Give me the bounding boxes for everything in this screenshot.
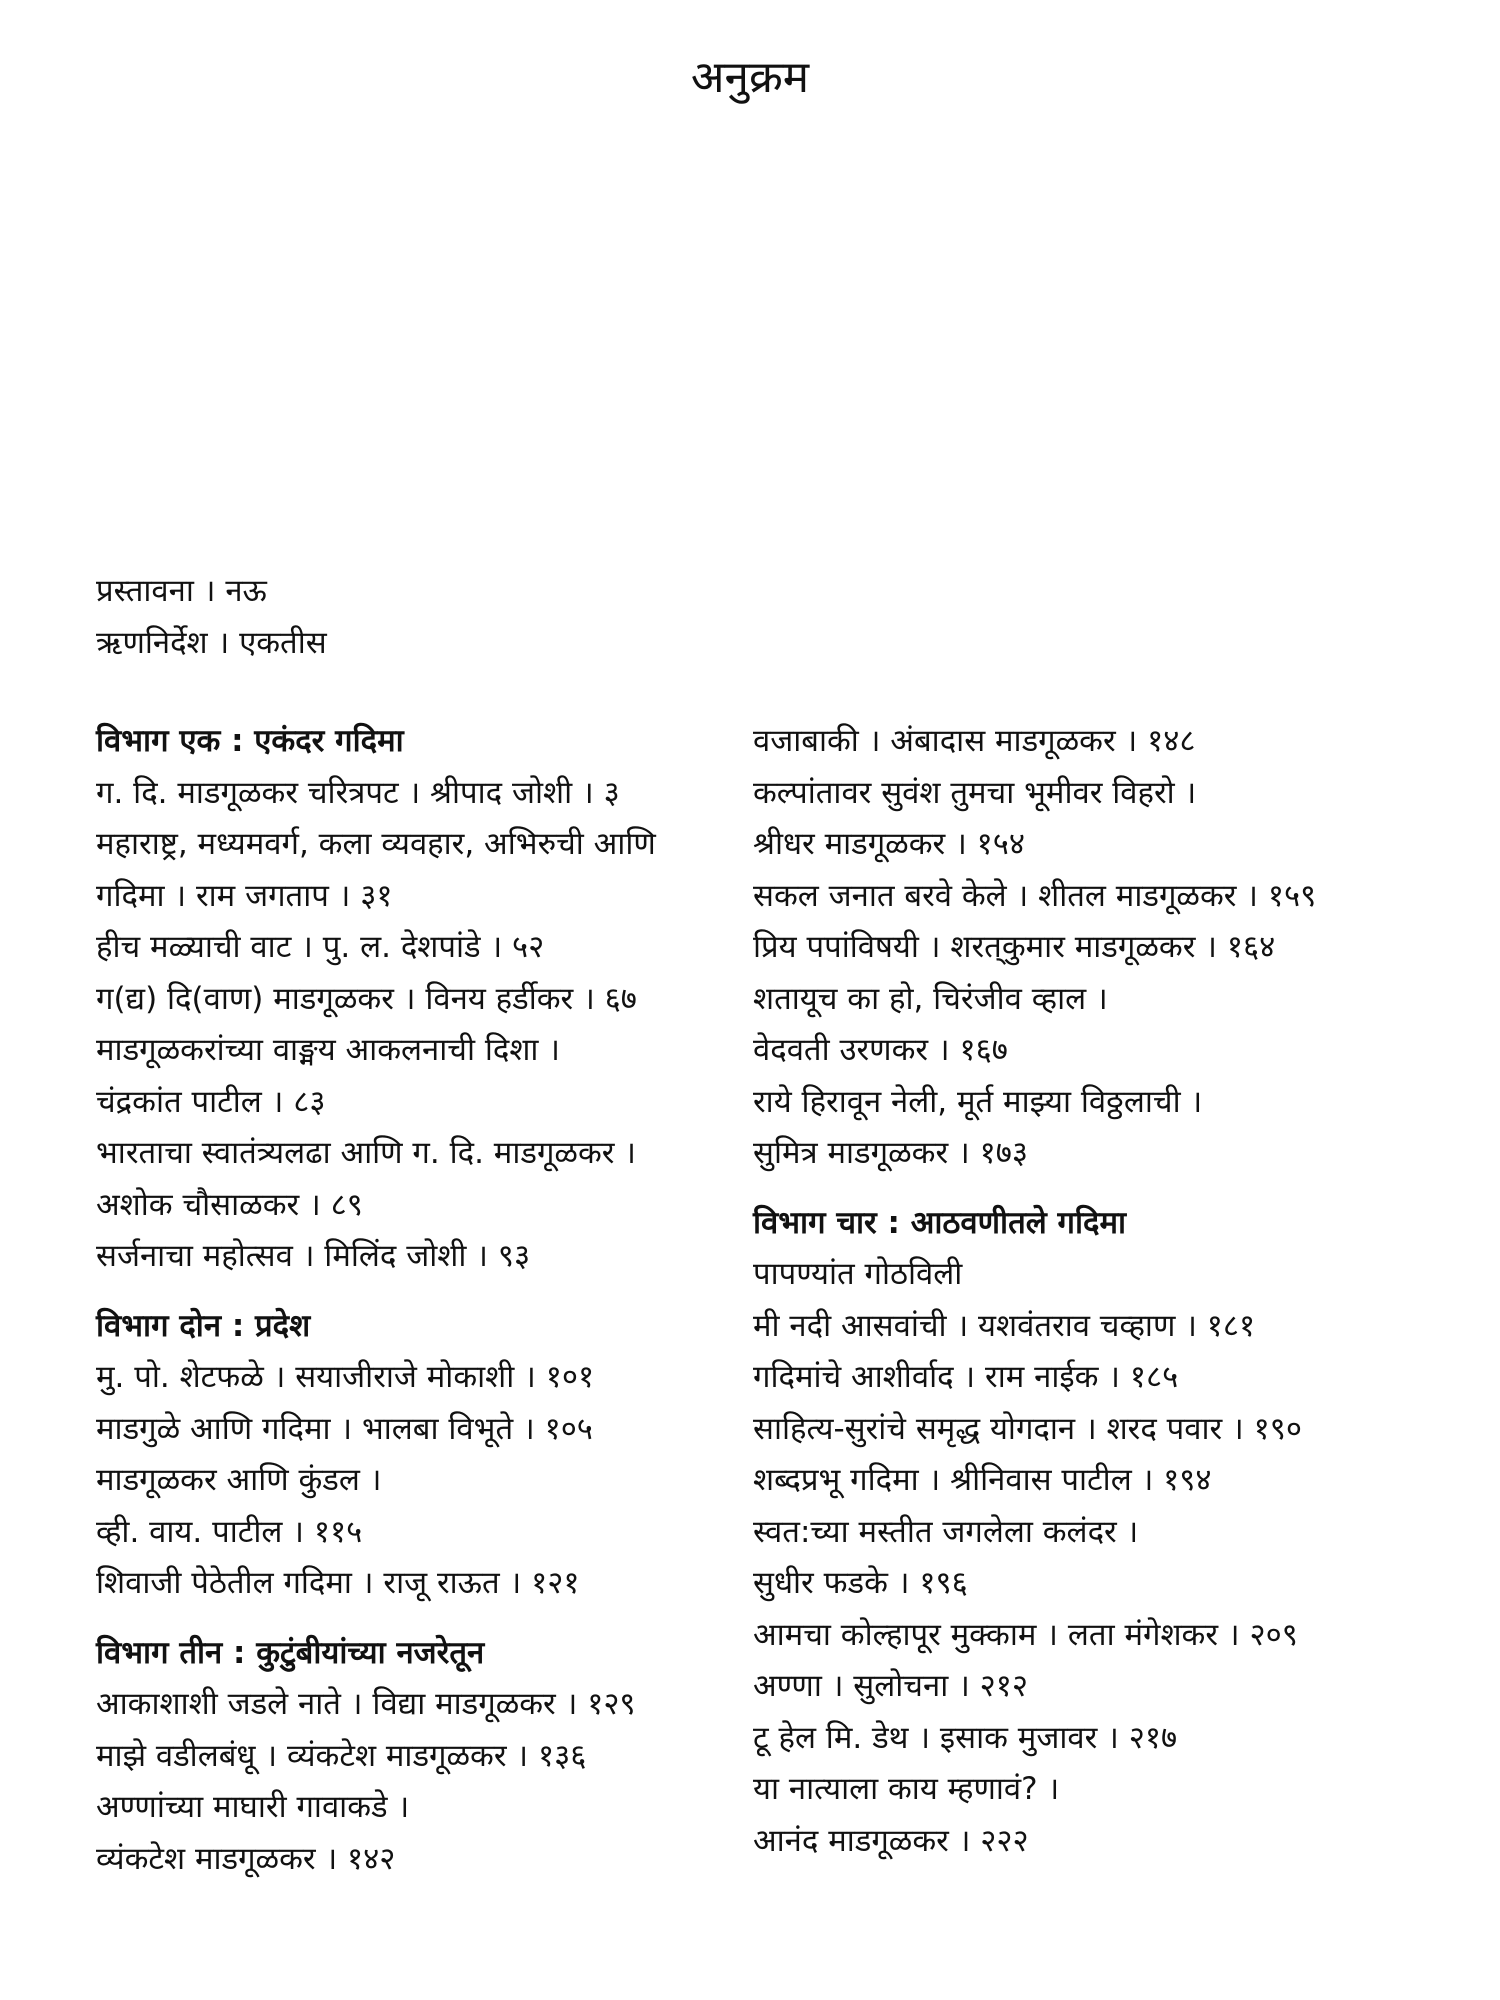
toc-section xyxy=(96,1628,736,1886)
toc-column-right xyxy=(753,716,1393,1885)
toc-entry: माडगुळे आणि गदिमा । भालबा विभूते । १०५ xyxy=(96,1410,593,1447)
toc-entry: अण्णा । सुलोचना । २१२ xyxy=(753,1668,1029,1704)
toc-entry: अशोक चौसाळकर । ८९ xyxy=(96,1186,363,1223)
preface-list xyxy=(96,566,796,669)
toc-entry: सुधीर फडके । १९६ xyxy=(753,1565,968,1601)
toc-entry: साहित्य-सुरांचे समृद्ध योगदान । शरद पवार । १९० xyxy=(753,1410,1303,1447)
section-heading: विभाग तीन : कुटुंबीयांच्या नजरेतून xyxy=(96,1634,485,1671)
toc-section xyxy=(753,716,1393,1180)
toc-entry: स्वत:च्या मस्तीत जगलेला कलंदर । xyxy=(753,1513,1139,1550)
toc-entry: कल्पांतावर सुवंश तुमचा भूमीवर विहरो । xyxy=(753,774,1197,811)
toc-entry: माडगूळकर आणि कुंडल । xyxy=(96,1462,382,1498)
toc-entry: व्यंकटेश माडगूळकर । १४२ xyxy=(96,1840,396,1877)
toc-entry: माडगूळकरांच्या वाङ्मय आकलनाची दिशा । xyxy=(96,1032,561,1068)
toc-entry: या नात्याला काय म्हणावं? । xyxy=(753,1771,1060,1807)
preface-item: ऋणनिर्देश । एकतीस xyxy=(96,624,327,661)
toc-entry: श्रीधर माडगूळकर । १५४ xyxy=(753,826,1026,862)
toc-entry: गदिमा । राम जगताप । ३१ xyxy=(96,877,393,914)
toc-section xyxy=(96,1301,736,1610)
toc-entry: सकल जनात बरवे केले । शीतल माडगूळकर । १५९ xyxy=(753,877,1317,914)
toc-entry: चंद्रकांत पाटील । ८३ xyxy=(96,1083,326,1120)
toc-entry: मु. पो. शेटफळे । सयाजीराजे मोकाशी । १०१ xyxy=(96,1359,595,1395)
toc-entry: पापण्यांत गोठविली xyxy=(753,1256,963,1292)
toc-entry: वेदवती उरणकर । १६७ xyxy=(753,1032,1008,1068)
page-title: अनुक्रम xyxy=(690,52,810,103)
toc-entry: ग. दि. माडगूळकर चरित्रपट । श्रीपाद जोशी । ३ xyxy=(96,774,620,811)
toc-entry: गदिमांचे आशीर्वाद । राम नाईक । १८५ xyxy=(753,1359,1179,1395)
toc-entry: शब्दप्रभू गदिमा । श्रीनिवास पाटील । १९४ xyxy=(753,1462,1212,1498)
toc-entry: टू हेल मि. डेथ । इसाक मुजावर । २१७ xyxy=(753,1719,1178,1756)
toc-entry: मी नदी आसवांची । यशवंतराव चव्हाण । १८१ xyxy=(753,1307,1256,1344)
section-heading: विभाग एक : एकंदर गदिमा xyxy=(96,723,404,759)
toc-entry: शिवाजी पेठेतील गदिमा । राजू राऊत । १२१ xyxy=(96,1565,580,1601)
toc-entry: आकाशाशी जडले नाते । विद्या माडगूळकर । १२९ xyxy=(96,1686,636,1722)
toc-section xyxy=(96,716,736,1283)
toc-entry: शतायूच का हो, चिरंजीव व्हाल । xyxy=(753,980,1108,1017)
toc-entry: आमचा कोल्हापूर मुक्काम । लता मंगेशकर । २०९ xyxy=(753,1616,1298,1653)
toc-entry: वजाबाकी । अंबादास माडगूळकर । १४८ xyxy=(753,723,1196,759)
toc-entry: आनंद माडगूळकर । २२२ xyxy=(753,1822,1029,1859)
toc-entry: अण्णांच्या माघारी गावाकडे । xyxy=(96,1789,410,1825)
toc-entry: भारताचा स्वातंत्र्यलढा आणि ग. दि. माडगूळकर । xyxy=(96,1135,637,1171)
toc-entry: राये हिरावून नेली, मूर्त माझ्या विठ्ठलाची । xyxy=(753,1083,1203,1120)
toc-entry: सर्जनाचा महोत्सव । मिलिंद जोशी । ९३ xyxy=(96,1238,531,1274)
preface-item: प्रस्तावना । नऊ xyxy=(96,573,267,609)
toc-entry: सुमित्र माडगूळकर । १७३ xyxy=(753,1135,1028,1171)
toc-entry: ग(द्य) दि(वाण) माडगूळकर । विनय हर्डीकर । ६७ xyxy=(96,980,637,1017)
section-heading: विभाग चार : आठवणीतले गदिमा xyxy=(753,1204,1127,1241)
toc-entry: व्ही. वाय. पाटील । ११५ xyxy=(96,1513,363,1550)
toc-column-left xyxy=(96,716,736,1903)
section-heading: विभाग दोन : प्रदेश xyxy=(96,1307,311,1344)
toc-entry: महाराष्ट्र, मध्यमवर्ग, कला व्यवहार, अभिरुची आणि xyxy=(96,826,656,862)
toc-entry: प्रिय पपांविषयी । शरत्‌कुमार माडगूळकर । १६४ xyxy=(753,929,1276,965)
toc-section xyxy=(753,1198,1393,1868)
toc-entry: हीच मळ्याची वाट । पु. ल. देशपांडे । ५२ xyxy=(96,929,545,965)
toc-entry: माझे वडीलबंधू । व्यंकटेश माडगूळकर । १३६ xyxy=(96,1737,587,1774)
